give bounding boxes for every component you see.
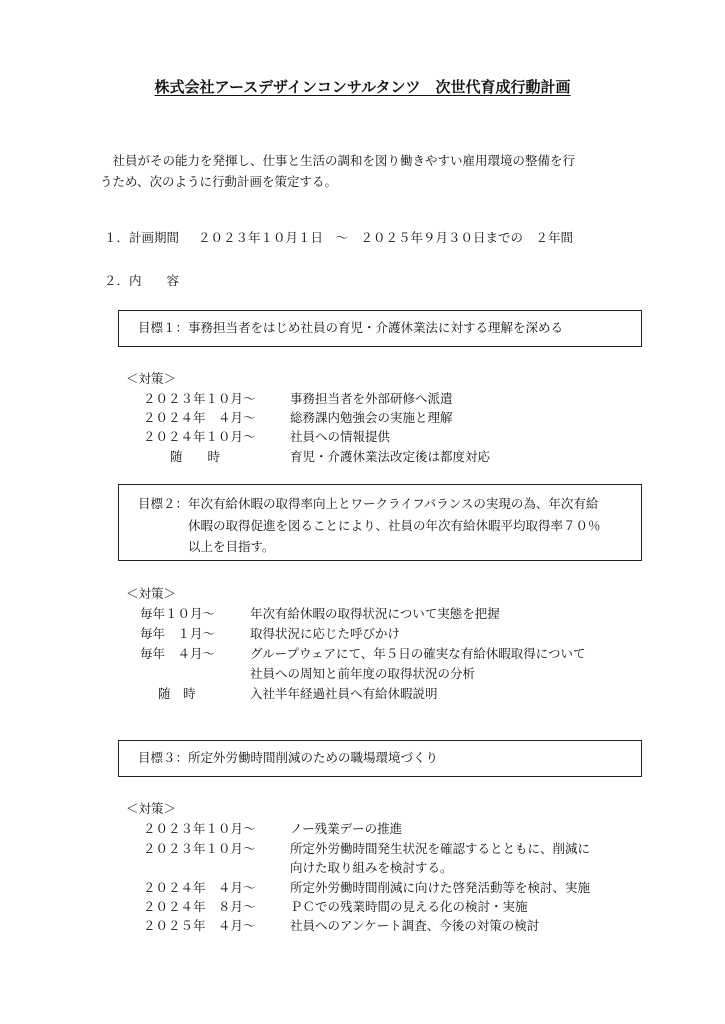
goal1-measure-1-text: 事務担当者を外部研修へ派遣: [290, 391, 453, 406]
goal1-label: 目標１：: [138, 320, 189, 335]
goal3-measure-1-date: ２０２３年１０月～: [143, 821, 256, 836]
goal3-label: 目標３：: [138, 750, 189, 765]
section2-label: 内 容: [129, 273, 180, 288]
goal2-measures-label: ＜対策＞: [126, 586, 177, 601]
goal2-label: 目標２：: [138, 496, 189, 511]
goal3-measure-5-date: ２０２５年 ４月～: [143, 918, 256, 933]
goal2-measure-2-date: 毎年 １月～: [140, 626, 216, 641]
section1-heading: [104, 232, 179, 245]
goal3-measure-5-text: 社員へのアンケート調査、今後の対策の検討: [290, 918, 540, 933]
goal1-measure-2-text: 総務課内勉強会の実施と理解: [290, 410, 453, 425]
goal2-measure-1-date: 毎年１０月～: [140, 606, 216, 621]
goal3-measure-3-text: 所定外労働時間削減に向けた啓発活動等を検討、実施: [290, 880, 591, 895]
goal2-measure-4-date: 随 時: [158, 686, 196, 701]
goal2-measure-3-date: 毎年 ４月～: [140, 646, 216, 661]
goal2-text-line-1: 年次有給休暇の取得率向上とワークライフバランスの実現の為、年次有給: [188, 496, 599, 511]
goal3-measure-2-text-line-2: 向けた取り組みを検討する。: [290, 860, 453, 875]
goal2-measure-4-text: 入社半年経過社員へ有給休暇説明: [250, 686, 438, 701]
goal1-measure-2-date: ２０２４年 ４月～: [143, 410, 256, 425]
goal2-measure-3-text-line-1: グループウェアにて、年５日の確実な有給休暇取得について: [250, 646, 586, 661]
intro-line-2: うため、次のように行動計画を策定する。: [100, 174, 338, 189]
section2-heading: [104, 275, 179, 288]
goal1-text: 事務担当者をはじめ社員の育児・介護休業法に対する理解を深める: [188, 320, 564, 335]
goal3-text: 所定外労働時間削減のための職場環境づくり: [188, 750, 439, 765]
document-title-text: 株式会社アースデザインコンサルタンツ 次世代育成行動計画: [154, 78, 571, 96]
goal3-measures-label: ＜対策＞: [126, 801, 177, 816]
goal3-measure-3-date: ２０２４年 ４月～: [143, 880, 256, 895]
intro-line-1: 社員がその能力を発揮し、仕事と生活の調和を図り働きやすい雇用環境の整備を行: [100, 153, 576, 168]
goal2-text-line-2: 休暇の取得促進を図ることにより、社員の年次有給休暇平均取得率７０％: [188, 518, 601, 533]
goal3-measure-4-date: ２０２４年 ８月～: [143, 899, 256, 914]
goal2-measure-2-text: 取得状況に応じた呼びかけ: [250, 626, 401, 641]
section1-number: １．: [104, 230, 130, 245]
goal1-measure-3-date: ２０２４年１０月～: [143, 429, 256, 444]
goal3-measure-1-text: ノー残業デーの推進: [290, 821, 403, 836]
goal3-measure-4-text: ＰＣでの残業時間の見える化の検討・実施: [290, 899, 528, 914]
section1-period: ２０２３年１０月１日 ～ ２０２５年９月３０日までの ２年間: [198, 230, 574, 245]
goal1-measure-4-date: 随 時: [170, 449, 221, 464]
goal1-measure-1-date: ２０２３年１０月～: [143, 391, 256, 406]
goal1-measure-3-text: 社員への情報提供: [290, 429, 391, 444]
goal2-measure-1-text: 年次有給休暇の取得状況について実態を把握: [250, 606, 500, 621]
goal3-measure-2-date: ２０２３年１０月～: [143, 841, 256, 856]
section1-label: 計画期間: [129, 230, 180, 245]
goal3-measure-2-text-line-1: 所定外労働時間発生状況を確認するとともに、削減に: [290, 841, 591, 856]
goal1-measure-4-text: 育児・介護休業法改定後は都度対応: [290, 449, 491, 464]
goal2-measure-3-text-line-2: 社員への周知と前年度の取得状況の分析: [250, 666, 476, 681]
goal1-measures-label: ＜対策＞: [126, 371, 177, 386]
goal2-text-line-3: 以上を目指す。: [188, 539, 275, 554]
section2-number: ２．: [104, 273, 130, 288]
document-title: [0, 80, 725, 95]
